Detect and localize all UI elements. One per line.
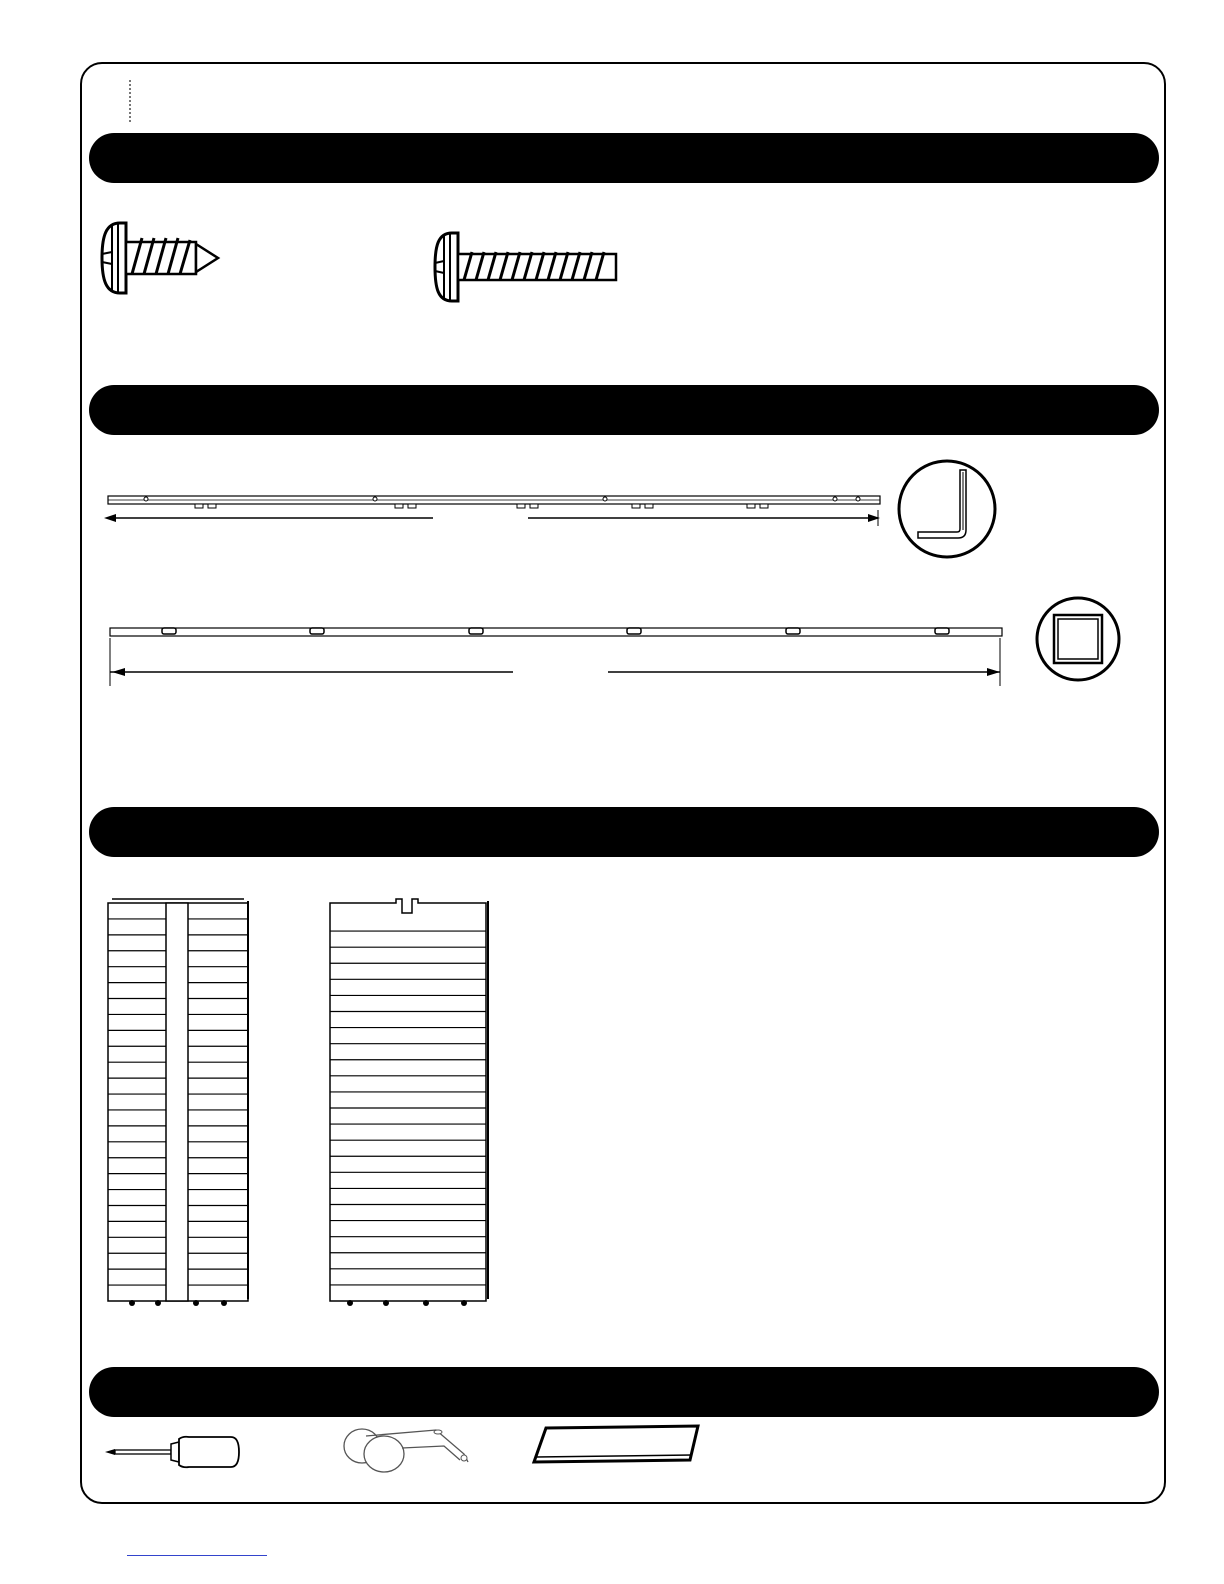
angle-rail-part — [100, 490, 890, 540]
long-screw-icon — [432, 230, 622, 304]
safety-glasses-icon — [340, 1424, 472, 1476]
footer-link-underline[interactable] — [127, 1555, 267, 1556]
screwdriver-icon — [103, 1434, 243, 1470]
angle-profile-icon — [895, 458, 999, 560]
slatted-panel-b — [324, 895, 499, 1310]
hardware-section-header — [89, 133, 1159, 183]
slatted-panel-a — [104, 895, 254, 1310]
panels-section-header — [89, 807, 1159, 857]
short-screw-icon — [98, 218, 228, 298]
board-icon — [530, 1424, 702, 1466]
tools-section-header — [89, 1367, 1159, 1417]
square-tube-rail-part — [105, 624, 1010, 690]
parts-section-header — [89, 385, 1159, 435]
dotted-mark — [129, 80, 133, 122]
square-profile-icon — [1033, 596, 1123, 682]
